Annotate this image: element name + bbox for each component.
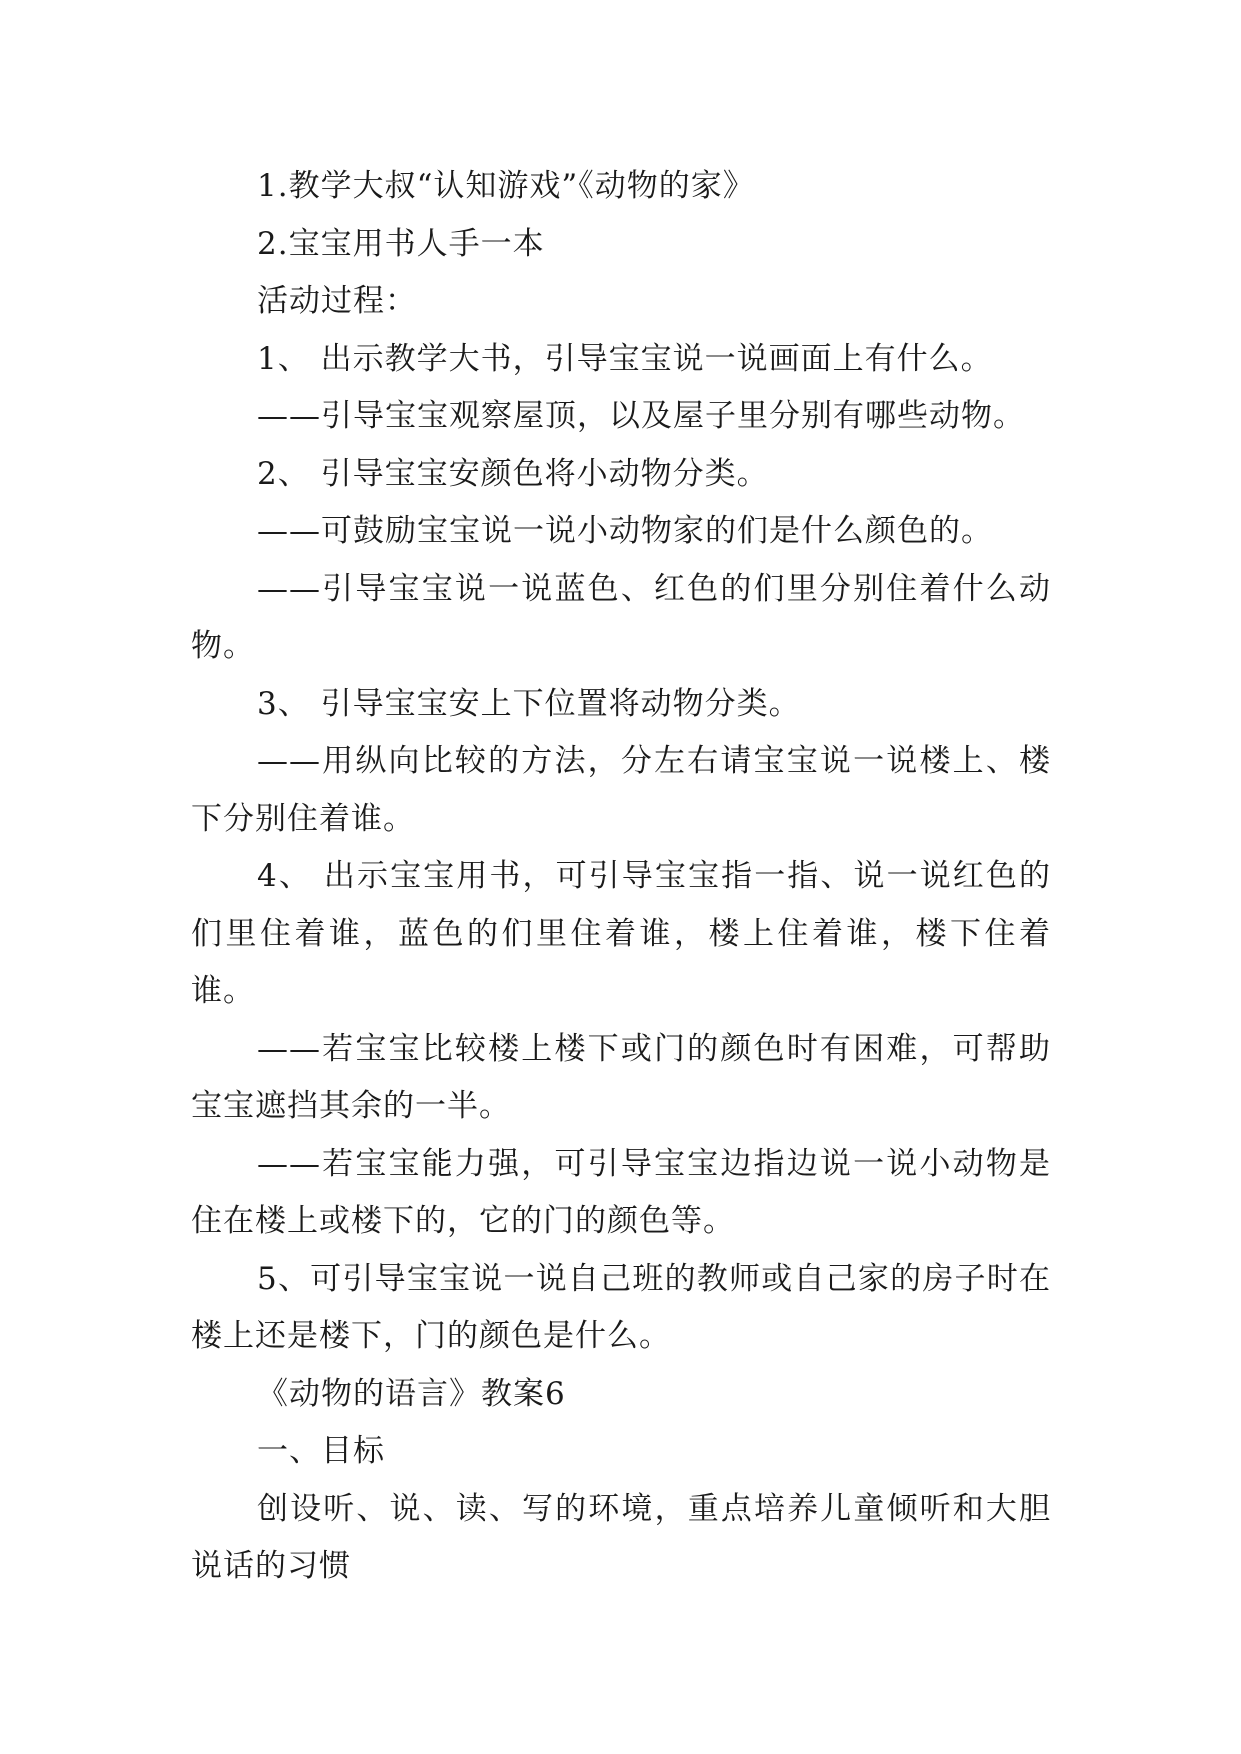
paragraph-materials-2: 2.宝宝用书人手一本 <box>257 225 545 262</box>
paragraph-goal-heading: 一、目标 <box>257 1433 385 1469</box>
paragraph-process-heading: 活动过程： <box>257 283 417 319</box>
paragraph-step-2: 2、 引导宝宝安颜色将小动物分类。 <box>257 455 769 492</box>
paragraph-step-3-note: ——用纵向比较的方法，分左右请宝宝说一说楼上、楼下分别住着谁。 <box>191 743 1051 837</box>
paragraph-step-4: 4、 出示宝宝用书，可引导宝宝指一指、说一说红色的们里住着谁，蓝色的们里住着谁，楼上住着谁，楼下住着谁。 <box>191 858 1051 1009</box>
paragraph-step-1: 1、 出示教学大书，引导宝宝说一说画面上有什么。 <box>257 340 993 377</box>
paragraph-step-3: 3、 引导宝宝安上下位置将动物分类。 <box>257 685 801 722</box>
paragraph-goal-text: 创设听、说、读、写的环境，重点培养儿童倾听和大胆说话的习惯 <box>191 1490 1051 1584</box>
paragraph-step-2-note-1: ——可鼓励宝宝说一说小动物家的们是什么颜色的。 <box>257 513 993 549</box>
paragraph-step-5: 5、可引导宝宝说一说自己班的教师或自己家的房子时在楼上还是楼下，门的颜色是什么。 <box>191 1260 1051 1354</box>
paragraph-step-4-note-1: ——若宝宝比较楼上楼下或门的颜色时有困难，可帮助宝宝遮挡其余的一半。 <box>191 1030 1051 1124</box>
paragraph-step-1-note: ——引导宝宝观察屋顶，以及屋子里分别有哪些动物。 <box>257 398 1025 434</box>
document-body <box>191 158 1051 1596</box>
paragraph-step-2-note-2: ——引导宝宝说一说蓝色、红色的们里分别住着什么动物。 <box>191 570 1051 664</box>
paragraph-step-4-note-2: ——若宝宝能力强，可引导宝宝边指边说一说小动物是住在楼上或楼下的，它的门的颜色等。 <box>191 1145 1051 1239</box>
paragraph-lesson-title: 《动物的语言》教案6 <box>257 1375 566 1412</box>
paragraph-materials-1: 1.教学大叔“认知游戏”《动物的家》 <box>257 168 755 204</box>
